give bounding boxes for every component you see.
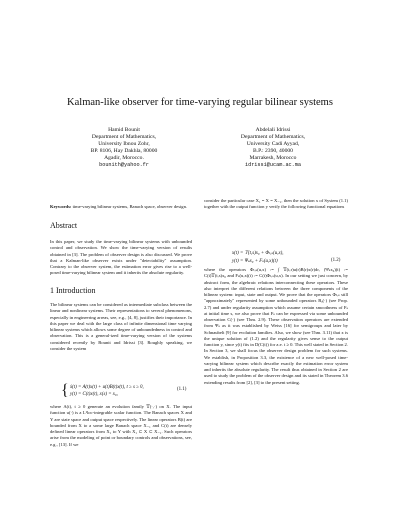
keywords-text: time-varying bilinear systems, Banach space, observer design. bbox=[72, 204, 188, 209]
introduction-para2: where A(t), t ≥ 0 generate an evolution family 𝕋(·,·) on X. The input function u(·) is a L¹loc-integrable scalar function. The Banach spaces X and Y are state space and output space respectively. The linear operators B(t) are bounded from X to a some large Banach space X₋₁ and C(t) are densely defined linear operators from X₁ to Y with X₁ ⊂ X ⊂ X₋₁. Such operators arise from the modeling of point or boundary controls and observations, see, e.g., [13]. If we bbox=[50, 404, 192, 447]
author-university: University Ibnou Zohr, bbox=[98, 141, 150, 148]
author-address-line1: B.P.: 2390, 40000 bbox=[253, 148, 293, 155]
author-1 bbox=[49, 127, 199, 170]
author-address-line2: Agadir, Morocco. bbox=[104, 155, 144, 162]
equation-line2: y(t) = C(t)x(t), x(s) = x₀, bbox=[70, 392, 118, 397]
author-email[interactable]: idrissi@ucam.ac.ma bbox=[244, 162, 302, 169]
author-university: University Cadi Ayyad, bbox=[246, 141, 300, 148]
abstract-heading: Abstract bbox=[50, 221, 78, 230]
equation-number: (1.2) bbox=[331, 258, 341, 263]
equation-line1: x(t) = 𝕋(t,s)x₀ + Φₜ,ₛ(u,x), bbox=[232, 251, 284, 256]
abstract-text: In this paper, we study the time-varying bilinear systems with unbounded control and observation. We show the time-varying version of results obtained in [3]. The problem of observer design is also discussed. We prove that a Kalman-like observer exists under "detectability" assumption. Contrary to the observer system, the estimation error gives rise to a well-posed time-varying bilinear system and it inherits the absolute regularity. bbox=[50, 239, 192, 276]
author-name: Abdelali Idrissi bbox=[255, 127, 291, 133]
author-address-line2: Marrakesh, Morocco bbox=[249, 155, 297, 162]
equation-line1: ẋ(t) = A(t)x(t) + u(t)B(t)x(t), t ≥ s ≥ 0, bbox=[70, 385, 144, 390]
introduction-para1: The bilinear systems can be considered as intermediate subclass between the linear and nonlinear systems. Their representations to several phenomenons, especially in engineering arreas, see, e.g., [4, 8], justifies their importance. In this paper we deal with the large class of infinite dimensional time varying bilinear systems which allows some degree of unboundedness in control and observation. This is a general-ized time-varying version of the systems considered recently by Bounit and Idrissi [3]. Roughly speaking, we consider the system bbox=[50, 302, 192, 351]
author-department: Department of Mathematics, bbox=[91, 134, 157, 141]
keywords-label: Keywords: bbox=[50, 204, 72, 209]
equation-brace: { bbox=[61, 382, 69, 399]
right-para2: where the operators Φₜ,ₛ(u,x) := ∫ 𝕋(t,r)u(r)B(r)x(r)dr, (Ψₛx₀)(t) := C(t)𝕋(t,s)x₀ and Fₛ(u,x)(t) := C(t)Φₜ,ₛ(u,x). In our setting we just concern, by abstract form, the algebraic relations interconnecting these operators. These also interpret the different relations between the three components of the bilinear system: input, state and output. We prove that the operators Φₜ,ₛ still "approximately" represented by some unbounded operators Bₐ(·) (see Prop. 2.7) and under regularity assumption which assume certain smoothness of Fₛ at initial time s, we also prove that Fₛ can be expressed via some unbounded observation C(·) (see Thm. 2.9). These observation operators are extended from Ψₛ as it was established by Weiss [16] for semigroups and later by Schnaubelt [9] for evolution families. Also, we show (see Thm. 3.11) that x is the unique solution of (1.2) and the regularity gives sense to the output function y, since y(t) fits in D(C(t)) for a.e. t ≥ 0. This well stated in Section 2. In Section 3, we shall focus the observer design problem for such systems. We establish, in Proposition 3.3, the existence of a new well-posed time-varying bilinear system which describe exactly the estimation error system and inherits the absolute regularity. The result thus obtained in Section 2 are used to study the problem of the observer design and its stated in Theorem 3.6 extending results from [2], [3] to the present setting. bbox=[204, 267, 348, 385]
equation-number: (1.1) bbox=[177, 387, 187, 392]
author-address-line1: BP. 8106, Hay Dakhla, 80000 bbox=[90, 148, 158, 155]
right-para1: consider the particular case X₁ = X = X₋₁, then the solution x of System (1.1) together with the output function y verify the following functional equations bbox=[204, 198, 348, 210]
author-name: Hamid Bounit bbox=[108, 127, 140, 133]
abstract-body bbox=[50, 239, 192, 277]
equation-line2: y(t) = Ψₛx₀ + Fₛ(u,x)(t) bbox=[232, 259, 278, 264]
introduction-heading: 1 Introduction bbox=[50, 286, 96, 295]
keywords bbox=[50, 204, 192, 210]
author-department: Department of Mathematics, bbox=[240, 134, 306, 141]
author-email[interactable]: bounith@yahoo.fr bbox=[99, 162, 149, 169]
paper-title: Kalman-like observer for time-varying regular bilinear systems bbox=[67, 97, 333, 108]
author-2 bbox=[198, 127, 348, 170]
